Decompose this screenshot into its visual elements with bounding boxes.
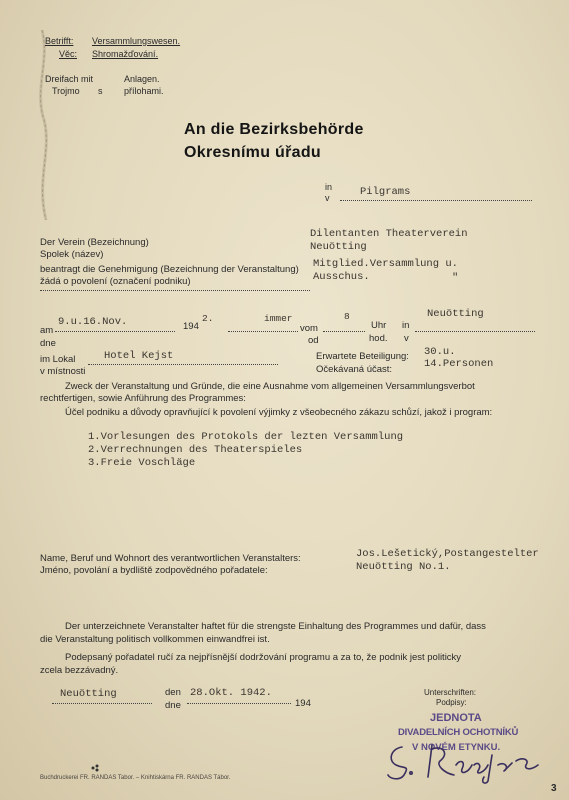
trojmo-label: Trojmo: [52, 86, 80, 96]
podpisy-label: Podpisy:: [436, 698, 467, 707]
time-value: immer: [264, 313, 293, 324]
zada-label: žádá o povolení (označení podniku): [40, 276, 191, 287]
program-item-3: 3.Freie Voschläge: [88, 457, 196, 469]
name-label: Name, Beruf und Wohnort des verantwortlichen Veranstalters:: [40, 553, 301, 564]
footer-dne: dne: [165, 700, 181, 711]
page-mark: 3: [551, 783, 557, 794]
od-label: od: [308, 335, 319, 346]
in-label: in: [325, 182, 333, 192]
dreifach-label: Dreifach mit: [45, 74, 94, 84]
vom-label: vom: [300, 323, 318, 334]
podep-line-1: Podepsaný pořadatel ručí za nejpřísnější dodržování programu a za to, že podnik jest politicky: [65, 652, 462, 663]
vec-value: Shromažďování.: [92, 49, 159, 59]
vec-label: Věc:: [59, 49, 78, 59]
unterschriften-label: Unterschriften:: [424, 688, 477, 697]
trojmo-s-label: s: [98, 86, 103, 96]
program-item-1: 1.Vorlesungen des Protokols der lezten Versammlung: [88, 431, 404, 443]
beteiligung-label: Erwartete Beteiligung:: [316, 351, 409, 362]
date-value: 9.u.16.Nov.: [58, 316, 128, 328]
verein-value-2: Neuötting: [310, 241, 367, 253]
anlagen-label: Anlagen.: [124, 74, 160, 84]
event-value-mark: ": [452, 272, 459, 284]
date-line: [55, 331, 175, 332]
jmeno-label: Jméno, povolání a bydliště zodpovědného pořadatele:: [40, 565, 268, 576]
year-prefix: 194: [183, 321, 199, 332]
year-suffix: 2.: [202, 313, 214, 324]
footer-place-line: [52, 703, 152, 704]
unterz-line-2: die Veranstaltung politisch vollkommen einwandfrei ist.: [40, 634, 270, 645]
place-value: Pilgrams: [360, 186, 411, 198]
ucel-line: Účel podniku a důvody opravňující k povolení výjimky z všeobecného zákazu schůzí, jakož i program:: [65, 407, 493, 418]
lokal-value: Hotel Kejst: [104, 350, 174, 362]
uhr-label: Uhr: [371, 320, 387, 331]
name-value-2: Neuötting No.1.: [356, 561, 451, 573]
v-label: v: [325, 193, 330, 203]
stamp-line-1: JEDNOTA: [430, 712, 482, 724]
handwritten-signature: [380, 735, 545, 785]
stamp-line-3: V NOVÉM ETYNKU.: [412, 742, 501, 753]
hod-label: hod.: [369, 333, 388, 344]
footer-year-prefix: 194: [295, 698, 311, 709]
hour-line: [323, 331, 365, 332]
beantragt-label: beantragt die Genehmigung (Bezeichnung der Veranstaltung): [40, 264, 299, 275]
prilohami-label: přílohami.: [124, 86, 164, 96]
time-line: [228, 331, 298, 332]
event-value-2: Ausschus.: [313, 271, 370, 283]
ucast-label: Očekávaná účast:: [316, 364, 393, 375]
verein-value-1: Dilentanten Theaterverein: [310, 228, 468, 240]
place-line: [340, 200, 532, 201]
footer-date-line: [187, 703, 291, 704]
beteiligung-value-2: 14.Personen: [424, 358, 494, 370]
name-value-1: Jos.Lešetický,Postangestelter: [356, 548, 539, 560]
beantragt-line: [40, 290, 310, 291]
verein-label: Der Verein (Bezeichnung): [40, 237, 149, 248]
in2-label: in: [402, 320, 410, 331]
program-item-2: 2.Verrechnungen des Theaterspieles: [88, 444, 303, 456]
event-value-1: Mitglied.Versammlung u.: [313, 258, 458, 270]
betrifft-label: Betrifft:: [45, 36, 74, 46]
betrifft-value: Versammlungswesen.: [92, 36, 181, 46]
title-line-1: An die Bezirksbehörde: [184, 121, 364, 138]
lokal-line: [88, 364, 278, 365]
footer-date: 28.Okt. 1942.: [190, 687, 272, 699]
hour-value: 8: [344, 311, 350, 322]
beteiligung-value-1: 30.u.: [424, 346, 456, 358]
am-label: am: [40, 325, 54, 336]
footer-place: Neuötting: [60, 688, 117, 700]
stamp-line-2: DIVADELNÍCH OCHOTNÍKŮ: [398, 727, 519, 738]
footer-den: den: [165, 687, 181, 698]
unterz-line-1: Der unterzeichnete Veranstalter haftet für die strengste Einhaltung des Programmes und dafür, dass: [65, 621, 486, 632]
lokal-label: im Lokal: [40, 354, 76, 365]
zweck-line-2: rechtfertigen, sowie Anführung des Programmes:: [40, 393, 246, 404]
podep-line-2: zcela bezzávadný.: [40, 665, 119, 676]
zweck-line-1: Zweck der Veranstaltung und Gründe, die eine Ausnahme vom allgemeinen Versammlungsverbot: [65, 381, 475, 392]
town-line: [415, 331, 535, 332]
title-line-2: Okresnímu úřadu: [184, 144, 321, 161]
ornament-icon: [90, 763, 100, 773]
printer-line: Buchdruckerei FR. RANDAS Tabor. – Knihtiskárna FR. RANDAS Tábor.: [40, 775, 231, 781]
v2-label: v: [404, 333, 409, 344]
spolek-label: Spolek (název): [40, 249, 104, 260]
binding-string: [22, 30, 62, 220]
mistnosti-label: v místnosti: [40, 366, 86, 377]
dne-label: dne: [40, 338, 56, 349]
town-value: Neuötting: [427, 308, 484, 320]
